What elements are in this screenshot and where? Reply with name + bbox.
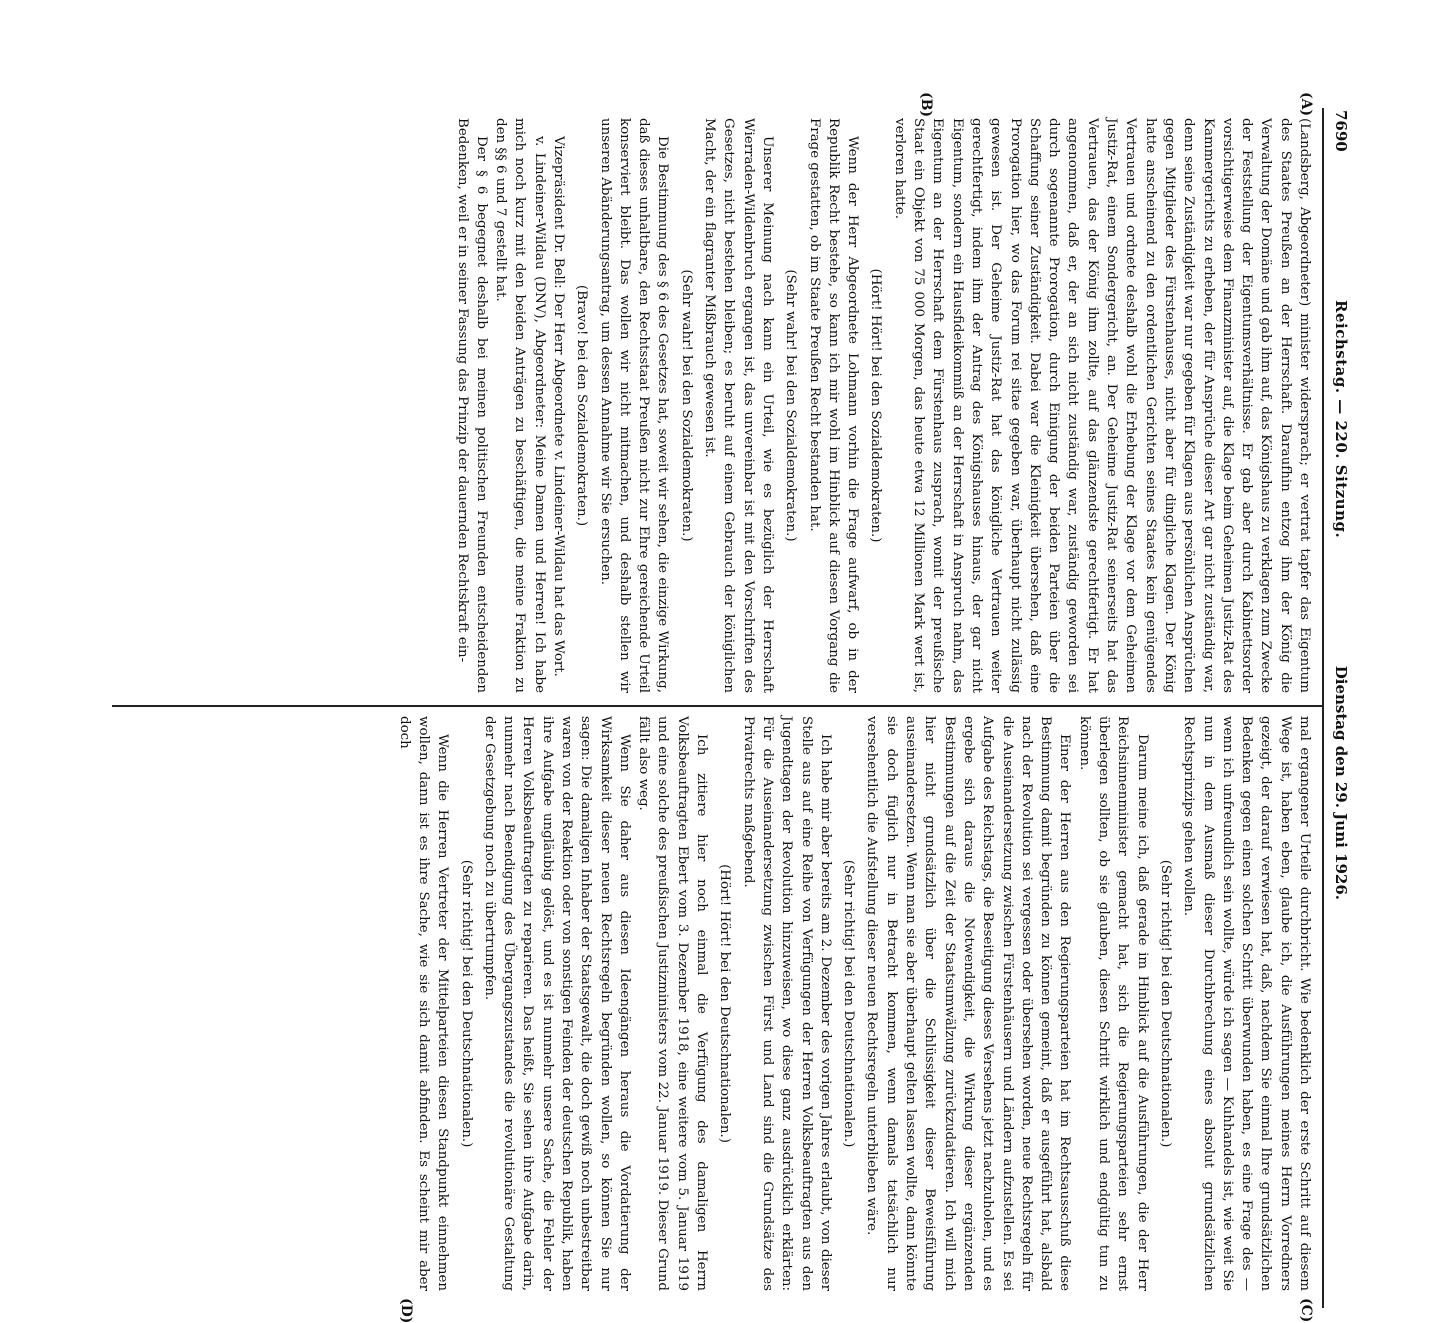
margin-mark-a: (A) [1298,92,1314,117]
right-column [394,716,1314,1291]
session-title: Reichstag. — 220. Sitzung. [1332,300,1350,539]
paragraph: Wenn der Herr Abgeordnete Lohmann vorhin die Frage aufwarf, ob in der Republik Recht bestehe, so kann ich mir wohl im Hinblick auf diesen Vorgang die Frage gestatten, ob im Staate Preußen Recht bestanden hat. [806,118,861,693]
paragraph: Unserer Meinung nach kann ein Urteil, wie es bezüglich der Herrschaft Wierraden-Wildenbruch ergangen ist, das unvereinbar ist mit den Vorschriften des Gesetzes, nicht bestehen bleiben; es beruht auf einem Gebrauch der königlichen Macht, der ein flagranter Mißbrauch gewesen ist. [702,118,775,693]
interjection: (Bravo! bei den Sozialdemokraten.) [574,284,590,527]
paragraph: Wenn Sie daher aus diesen Ideengängen heraus die Vordatierung der Wirksamkeit dieser neuen Rechtsregeln begründen wollen, so können Sie nur sagen: Die damaligen Inhaber der Staatsgewalt, die doch gewiß noch unbestreitbar waren von der Reaktion oder von sonstigen Feinden der deutschen Republik, haben ihre Aufgabe ungläubig gelöst, und es ist nunmehr unsere Sache, die Fehler der Herren Volksbeauftragten zu reparieren. Das heißt, Sie sehen ihre Aufgabe darin, nunmehr nach Beendigung des Übergangszustandes die revolutionäre Gestaltung der Gesetzgebung noch zu übertrumpfen. [481,716,632,1291]
margin-mark-d: (D) [398,1298,414,1323]
page-number: 7690 [1332,110,1350,152]
paragraph: Einer der Herren aus den Regierungsparteien hat im Rechtsausschuß diese Bestimmung damit begründen zu können gemeint, daß er ausgeführt hat, alsbald nach der Revolution sei vergessen oder übersehen worden, neue Rechtsregeln für die Auseinandersetzung zwischen Fürstenhäusern und Ländern aufzustellen. Es sei Aufgabe des Reichstags, die Beseitigung dieses Versehens jetzt nachzuholen, und es ergebe sich daraus die Notwendigkeit, die Wirkung dieser ergänzenden Bestimmungen auf die Zeit der Staatsumwälzung zurückzudatieren. Ich will mich hier nicht grundsätzlich über die Schlüssigkeit dieser Beweisführung auseinandersetzen. Wenn man sie aber überhaupt gelten lassen wollte, dann könnte sie doch füglich nur in Betracht kommen, wenn damals tatsächlich nur versehentlich die Aufstellung dieser neuen Rechtsregeln unterblieben wäre. [864,716,1073,1292]
interjection: (Hört! Hört! bei den Deutschnationalen.) [717,864,733,1143]
paragraph: Wenn die Herren Vertreter der Mittelparteien diesen Standpunkt einnehmen wollen, dann ist es ihre Sache, wie sie sich damit abfinden. Es scheint mir aber doch [396,716,451,1291]
speaker-paragraph: v. Lindeiner-Wildau (DNV), Abgeordneter: Meine Damen und Herren! Ich habe mich noch kurz mit den beiden Anträgen zu beschäftigen, die meine Fraktion zu den §§ 6 und 7 gestellt hat. [493,118,547,693]
session-date: Dienstag den 29. Juni 1926. [1332,665,1350,900]
paragraph: Darum meine ich, daß gerade im Hinblick auf die Ausführungen, die der Herr Reichsinnenminister gemacht hat, sich die Regierungsparteien sehr ernst überlegen sollten, ob sie glauben, diesen Schritt wirklich und endgültig tun zu können. [1076,716,1150,1291]
paragraph: Der § 6 begegnet deshalb bei meinen politischen Freunden entscheidenden Bedenken, weil er in seiner Fassung das Prinzip der dauernden Rechtskraft ein- [454,118,489,693]
interjection: (Sehr richtig! bei den Deutschnationalen.) [1157,859,1173,1148]
interjection: (Sehr wahr! bei den Sozialdemokraten.) [678,269,694,542]
paragraph: (Landsberg, Abgeordneter) minister widersprach; er vertrat tapfer das Eigentum des Staates Preußen an der Herrschaft. Daraufhin entzog ihm der König die Verwaltung der Domäne und gab ihm auf, das Königshaus zu verklagen zum Zwecke der Feststellung der Eigentumsverhältnisse. Er gab aber durch Kabinettsorder vorsichtigerweise dem Finanzminister auf, die Klage beim Geheimen Justiz-Rat des Kammergerichts zu erheben, der für Ansprüche dieser Art gar nicht zuständig war, denn seine Zuständigkeit war nur gegeben für Klagen aus persönlichen Ansprüchen gegen Mitglieder des Fürstenhauses, nicht aber für dingliche Klagen. Der König hatte anscheinend zu den ordentlichen Gerichten seines Staates kein genügendes Vertrauen und ordnete deshalb wohl die Erhebung der Klage vor dem Geheimen Justiz-Rat, einem Sondergericht, an. Der Geheime Justiz-Rat seinerseits hat das Vertrauen, das der König ihm zollte, auf das glänzendste gerechtfertigt. Er hat angenommen, daß er, der an sich nicht zuständig war, zuständig geworden sei durch sogenannte Prorogation, durch Einigung der beiden Parteien über die Schaffung seiner Zuständigkeit. Dabei war die Kleinigkeit übersehen, daß eine Prorogation hier, wo das Forum rei sitae gegeben war, überhaupt nicht zulässig gewesen ist. Der Geheime Justiz-Rat hat das königliche Vertrauen weiter gerechtfertigt, indem ihm der Antrag des Königshauses hinaus, der gar nicht Eigentum, sondern ein Hausfideikommiß an der Herrschaft in Anspruch nahm, das Eigentum an der Herrschaft dem Fürstenhaus zusprach, womit der preußische Staat ein Objekt von 75 000 Morgen, das heute etwa 12 Millionen Mark wert ist, verloren hatte. [891,118,1312,693]
margin-mark-b: (B) [918,92,934,118]
header-rule [1323,108,1325,1308]
left-column [452,118,1314,693]
margin-mark-c: (C) [1298,1298,1314,1323]
interjection: (Sehr richtig! bei den Deutschnationalen.) [458,859,474,1148]
interjection: (Sehr wahr! bei den Sozialdemokraten.) [783,269,799,542]
speaker-paragraph: Vizepräsident Dr. Bell: Der Herr Abgeordnete v. Lindeiner-Wildau hat das Wort. [551,136,567,677]
page-header [1326,110,1352,900]
paragraph: mal ergangener Urteile durchbricht. Wie bedenklich der erste Schritt auf diesem Wege ist, haben eben, glaube ich, die Ausführungen meines Herrn Vorredners gezeigt, der darauf verwiesen hat, daß, nachdem Sie einmal Ihre grundsätzlichen Bedenken gegen einen solchen Schritt überwunden haben, es eine Frage des — wenn ich unfreundlich sein wollte, würde ich sagen — Kuhhandels ist, wie weit Sie nun in dem Ausmaß dieser Durchbrechung eines absolut grundsätzlichen Rechtsprinzips gehen wollen. [1181,716,1312,1291]
column-divider [112,705,1322,707]
interjection: (Hört! Hört! bei den Sozialdemokraten.) [868,268,884,543]
paragraph: Die Bestimmung des § 6 des Gesetzes hat, soweit wir sehen, die einzige Wirkung, daß dieses unhaltbare, den Rechtsstaat Preußen nicht zur Ehre gereichende Urteil konserviert bleibt. Das wollen wir nicht mitmachen, und deshalb stellen wir unseren Abänderungsantrag, um dessen Annahme wir Sie ersuchen. [597,118,671,693]
paragraph: Ich zitiere hier noch einmal die Verfügung des damaligen Herrn Volksbeauftragten Ebert vom 3. Dezember 1918, eine weitere vom 5. Januar 1919 und eine solche des preußischen Justizministers vom 22. Januar 1919. Dieser Grund fällt also weg. [636,716,710,1291]
paragraph: Ich habe mir aber bereits am 2. Dezember des vorigen Jahres erlaubt, von dieser Stelle aus auf eine Reihe von Verfügungen der Herren Volksbeauftragten aus den Jugendtagen der Revolution hinzuweisen, wo diese ganz ausdrücklich erklärten: Für die Auseinandersetzung zwischen Fürst und Land sind die Grundsätze des Privatrechts maßgebend. [740,716,833,1291]
interjection: (Sehr richtig! bei den Deutschnationalen.) [841,859,857,1148]
